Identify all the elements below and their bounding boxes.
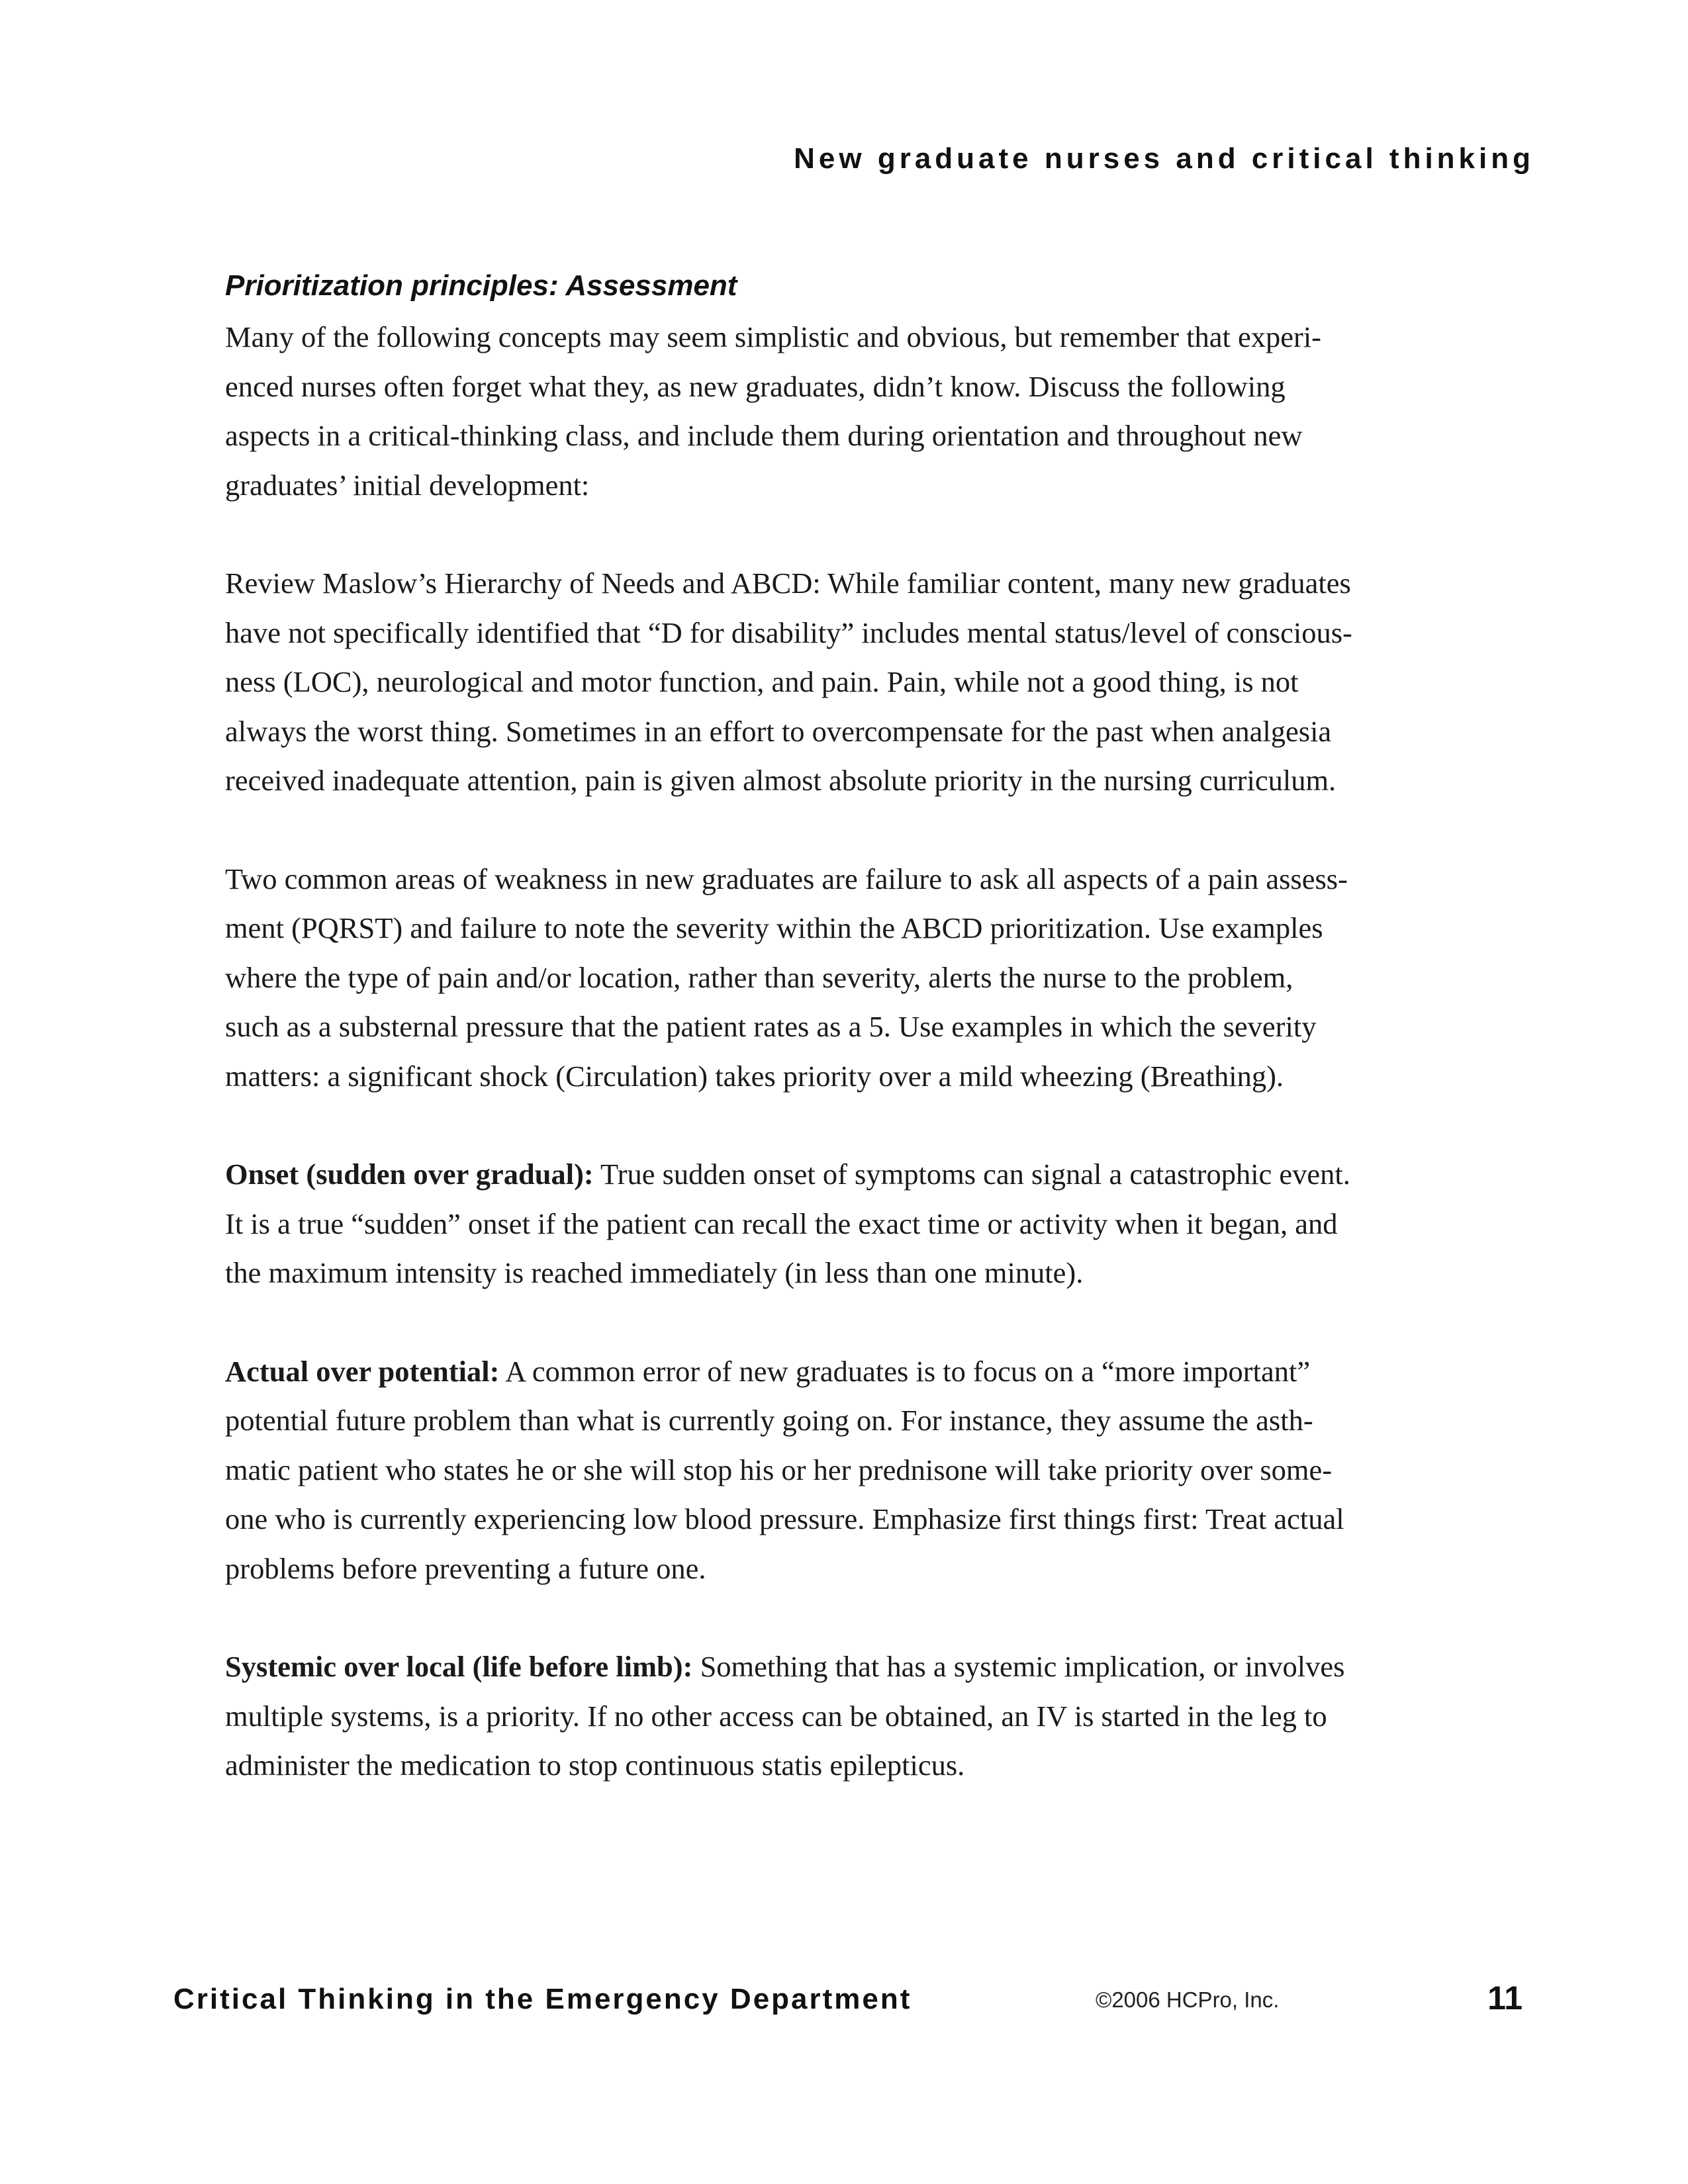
text-line: where the type of pain and/or location, rather than severity, alerts the nurse to the problem, (225, 960, 1293, 994)
text-line: the maximum intensity is reached immediately (in less than one minute). (225, 1256, 1084, 1289)
text-line: one who is currently experiencing low blood pressure. Emphasize first things first: Treat actual (225, 1502, 1344, 1535)
page-body (225, 266, 1509, 1839)
text-line: graduates’ initial development: (225, 468, 590, 502)
text-line: always the worst thing. Sometimes in an effort to overcompensate for the past when analgesia (225, 714, 1332, 748)
text-line: Many of the following concepts may seem simplistic and obvious, but remember that experi- (225, 320, 1321, 353)
paragraph-actual (225, 1347, 1509, 1594)
paragraph-lead: Onset (sudden over gradual): (225, 1158, 594, 1191)
running-header: New graduate nurses and critical thinking (794, 142, 1534, 175)
text-line: enced nurses often forget what they, as new graduates, didn’t know. Discuss the following (225, 369, 1286, 403)
section-heading: Prioritization principles: Assessment (225, 269, 737, 302)
text-line: have not specifically identified that “D for disability” includes mental status/level of conscious- (225, 615, 1352, 649)
text-line: Two common areas of weakness in new graduates are failure to ask all aspects of a pain assess- (225, 862, 1348, 895)
lead-continuation: A common error of new graduates is to focus on a “more important” (499, 1354, 1311, 1388)
text-line: aspects in a critical-thinking class, and include them during orientation and throughout new (225, 419, 1303, 452)
text-line: potential future problem than what is currently going on. For instance, they assume the asth- (225, 1404, 1313, 1437)
text-line: It is a true “sudden” onset if the patient can recall the exact time or activity when it began, and (225, 1206, 1338, 1240)
text-line (225, 1150, 1509, 1199)
text-line: problems before preventing a future one. (225, 1551, 706, 1585)
lead-continuation: True sudden onset of symptoms can signal a catastrophic event. (593, 1158, 1350, 1191)
text-line: received inadequate attention, pain is given almost absolute priority in the nursing curriculum. (225, 764, 1336, 797)
text-line: such as a substernal pressure that the patient rates as a 5. Use examples in which the severity (225, 1010, 1317, 1043)
lead-continuation: Something that has a systemic implication, or involves (692, 1650, 1345, 1683)
text-line: Review Maslow’s Hierarchy of Needs and ABCD: While familiar content, many new graduates (225, 567, 1351, 600)
text-line: multiple systems, is a priority. If no other access can be obtained, an IV is started in the leg to (225, 1699, 1327, 1733)
text-line: matters: a significant shock (Circulation) takes priority over a mild wheezing (Breathing). (225, 1059, 1284, 1093)
page-number: 11 (1487, 1979, 1523, 2017)
paragraph-lead: Actual over potential: (225, 1354, 500, 1388)
footer-copyright: ©2006 HCPro, Inc. (1096, 1987, 1280, 2012)
paragraph-onset (225, 1150, 1509, 1298)
text-line (225, 1642, 1509, 1692)
paragraph-lead: Systemic over local (life before limb): (225, 1650, 693, 1683)
text-line: ment (PQRST) and failure to note the severity within the ABCD prioritization. Use examples (225, 911, 1323, 944)
text-line: matic patient who states he or she will stop his or her prednisone will take priority over some- (225, 1453, 1333, 1486)
footer-book-title: Critical Thinking in the Emergency Department (173, 1983, 912, 2015)
text-line (225, 1347, 1509, 1396)
paragraph-intro (225, 312, 1509, 510)
paragraph-weakness (225, 854, 1509, 1101)
text-line: ness (LOC), neurological and motor function, and pain. Pain, while not a good thing, is not (225, 665, 1299, 698)
paragraph-maslow (225, 559, 1509, 805)
paragraph-systemic (225, 1642, 1509, 1790)
text-line: administer the medication to stop continuous statis epilepticus. (225, 1749, 965, 1782)
